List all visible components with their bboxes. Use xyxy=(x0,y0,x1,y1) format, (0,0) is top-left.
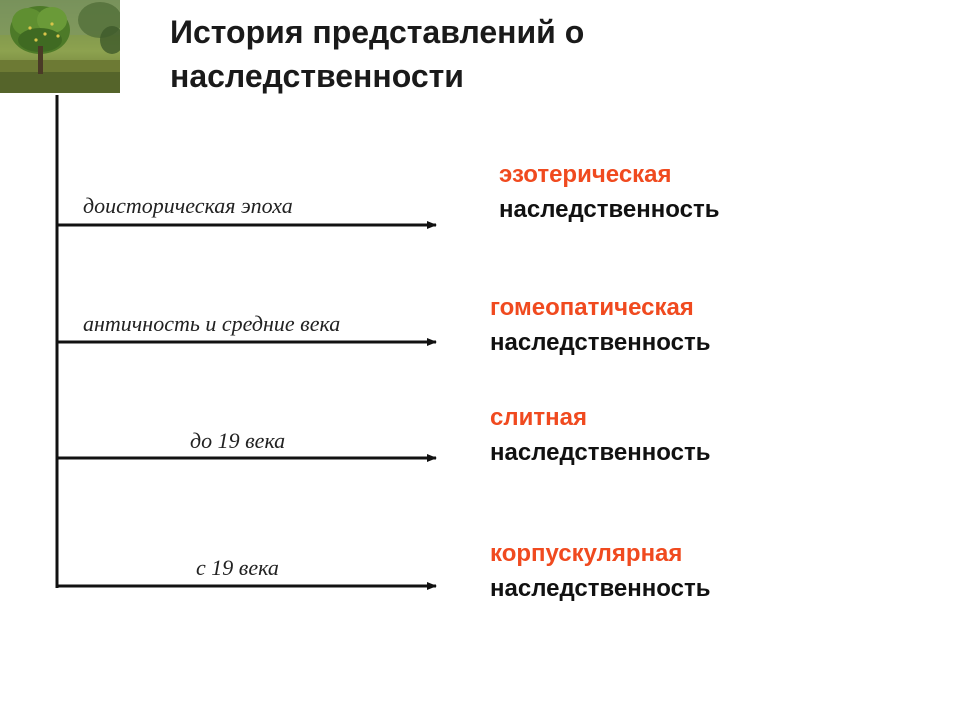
page-title: История представлений о наследственности xyxy=(170,14,585,94)
era-label-antiquity: античность и средние века xyxy=(83,311,341,336)
era-label-prehistoric: доисторическая эпоха xyxy=(83,193,293,218)
era-label-before-19c: до 19 века xyxy=(190,428,286,453)
heredity-noun: наследственность xyxy=(499,196,720,223)
era-label-since-19c: с 19 века xyxy=(196,555,279,580)
heredity-noun: наследственность xyxy=(490,329,711,356)
heredity-concept-homeopathic xyxy=(490,290,710,360)
heredity-concept-blending xyxy=(490,400,710,470)
heredity-kind: гомеопатическая xyxy=(490,294,694,321)
heredity-concept-esoteric xyxy=(499,157,719,227)
heredity-concept-corpuscular xyxy=(490,536,710,606)
heredity-kind: корпускулярная xyxy=(490,540,683,567)
heredity-kind: слитная xyxy=(490,404,587,431)
heredity-noun: наследственность xyxy=(490,439,711,466)
heredity-noun: наследственность xyxy=(490,575,711,602)
heredity-kind: эзотерическая xyxy=(499,161,672,188)
